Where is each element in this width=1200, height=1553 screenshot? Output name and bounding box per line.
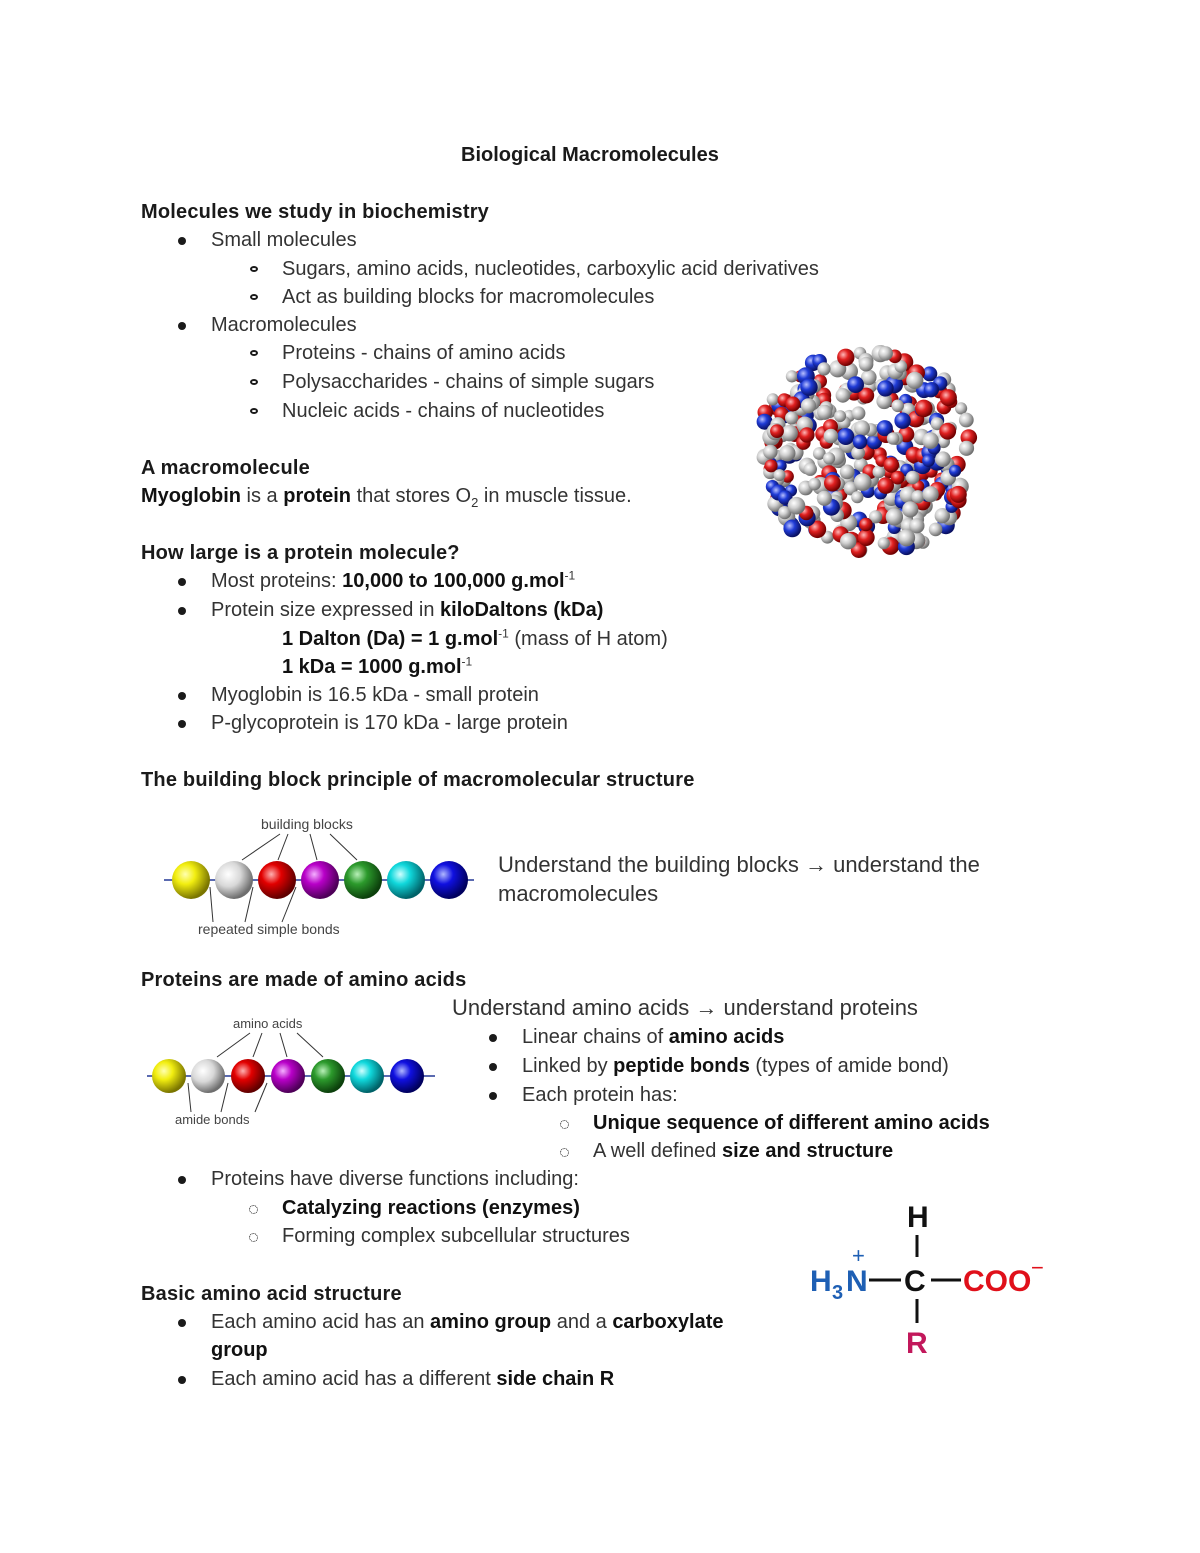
atom-sphere [763,445,777,459]
atom-sphere [770,424,784,438]
cyan-sphere [350,1059,384,1093]
list-item [211,1367,614,1391]
atom-sphere [911,490,924,503]
list-item: Act as building blocks for macromolecules [282,286,655,308]
green-sphere [344,861,382,899]
list-item [211,569,575,593]
text-fragment: Protein size expressed in [211,599,441,621]
list-item [211,1310,723,1334]
atom-sphere [924,383,939,398]
kda-definition [282,655,472,679]
amine-h: H [810,1265,832,1298]
atom-sphere [834,410,846,422]
dotted-circle-bullet-icon [560,1120,569,1129]
purple-sphere [271,1059,305,1093]
atom-sphere [837,349,854,366]
atom-sphere [785,397,800,412]
atom-sphere [786,370,798,382]
red-sphere [258,861,296,899]
atom-sphere [767,393,779,405]
atom-sphere [877,477,894,494]
list-item: Each protein has: [522,1084,678,1106]
bold-text: 1 Dalton (Da) = 1 g.mol [282,628,499,650]
list-item: Myoglobin is 16.5 kDa - small protein [211,684,539,706]
atom-sphere [853,435,868,450]
list-item: P-glycoprotein is 170 kDa - large protein [211,712,568,734]
amine-n: N [846,1265,868,1298]
bullet-icon [178,720,186,728]
amine-subscript: 3 [832,1282,844,1304]
atom-sphere [923,486,939,502]
blue-sphere [430,861,468,899]
bullet-icon [178,1376,186,1384]
circle-bullet-icon [250,294,258,300]
superscript: -1 [564,568,576,583]
bold-text: group [211,1339,268,1361]
list-item: Small molecules [211,229,357,251]
hydrogen-atom: H [907,1201,929,1234]
atom-sphere [949,465,961,477]
bold-text: carboxylate [612,1311,724,1333]
caption-amino-acids: Understand amino acids → understand proteins [452,995,918,1020]
plus-charge: + [852,1243,865,1268]
list-item [522,1054,949,1078]
bullet-icon [178,692,186,700]
page-title: Biological Macromolecules [461,144,719,166]
label-amino-acids: amino acids [233,1016,303,1031]
bold-text: amino acids [668,1026,785,1048]
side-chain-r: R [906,1327,928,1360]
bold-text: Unique sequence of different amino acids [593,1112,990,1134]
amino-acid-structure-diagram [805,1195,1055,1360]
bullet-icon [489,1092,497,1100]
minus-charge: − [1031,1255,1044,1280]
list-item [211,598,603,622]
atom-sphere [858,529,875,546]
bullet-icon [489,1034,497,1042]
atom-sphere [817,362,830,375]
list-item [593,1111,990,1135]
list-item: Sugars, amino acids, nucleotides, carboxylic acid derivatives [282,258,819,280]
bold-text: Catalyzing reactions (enzymes) [282,1197,580,1219]
label-building-blocks: building blocks [261,816,353,832]
atom-sphere [878,537,890,549]
atom-sphere [922,432,939,449]
atom-sphere [935,451,951,467]
bullet-icon [178,578,186,586]
atom-sphere [852,406,866,420]
text-fragment: and a [551,1311,613,1333]
atom-sphere [801,398,816,413]
carboxylate-group: COO [963,1265,1032,1298]
text-fragment: Linked by [522,1055,614,1077]
atom-sphere [884,457,900,473]
red-sphere [231,1059,265,1093]
bold-text: 1 kDa = 1000 g.mol [282,656,462,678]
list-item: Proteins - chains of amino acids [282,342,566,364]
atom-sphere [886,508,903,525]
list-item [282,1196,580,1220]
subscript: 2 [471,495,479,510]
list-item [522,1025,784,1049]
atom-sphere [836,388,851,403]
atom-sphere [898,529,915,546]
atom-sphere [922,454,935,467]
atom-sphere [817,491,832,506]
text-fragment: (types of amide bond) [749,1055,949,1077]
dotted-circle-bullet-icon [249,1233,258,1242]
superscript: -1 [498,626,509,641]
dotted-circle-bullet-icon [560,1148,569,1157]
text-fragment: that stores O [351,485,472,507]
myoglobin-sentence [141,484,632,508]
atom-sphere [823,452,835,464]
atom-sphere [785,411,798,424]
atom-sphere [894,413,910,429]
list-item-continuation [211,1338,268,1362]
caption-building-blocks-2: macromolecules [498,881,659,906]
atom-sphere [824,475,841,492]
text-fragment: (mass of H atom) [508,628,668,650]
myoglobin-term: Myoglobin [141,485,241,507]
atom-sphere [808,478,821,491]
atom-sphere [959,413,974,428]
superscript: -1 [461,654,473,669]
bold-text: 10,000 to 100,000 g.mol [342,570,565,592]
text-fragment: Linear chains of [522,1026,669,1048]
text-fragment: Each amino acid has an [211,1311,431,1333]
list-item: Macromolecules [211,314,357,336]
myoglobin-model-image [752,345,982,560]
atom-sphere [873,466,886,479]
text-fragment: is a [240,485,284,507]
atom-sphere [877,380,893,396]
text-fragment: Each amino acid has a different [211,1368,497,1390]
atom-sphere [779,445,795,461]
atom-sphere [817,405,832,420]
dalton-definition [282,627,668,651]
white-sphere [215,861,253,899]
bold-text: side chain R [496,1368,615,1390]
atom-sphere [774,469,786,481]
caption-building-blocks-1: Understand the building blocks → understand the [498,852,980,877]
atom-sphere [800,379,817,396]
list-item: Proteins have diverse functions including: [211,1168,579,1190]
bold-text: amino group [430,1311,552,1333]
white-sphere [191,1059,225,1093]
atom-sphere [959,441,974,456]
atom-sphere [788,497,806,515]
yellow-sphere [152,1059,186,1093]
atom-sphere [799,427,814,442]
bullet-icon [178,607,186,615]
atom-sphere [940,389,957,406]
bullet-icon [489,1063,497,1071]
atom-sphere [891,400,904,413]
atom-sphere [859,518,873,532]
list-item [593,1139,893,1163]
bold-text: size and structure [721,1140,894,1162]
section-heading-molecules: Molecules we study in biochemistry [141,201,490,223]
text-fragment: Most proteins: [211,570,343,592]
text-fragment: A well defined [593,1140,722,1162]
atom-sphere [837,428,854,445]
atom-sphere [854,420,870,436]
label-amide-bonds: amide bonds [175,1112,250,1127]
atom-sphere [824,429,839,444]
atom-sphere [781,425,798,442]
atom-sphere [902,501,918,517]
atom-sphere [950,486,967,503]
bold-text: peptide bonds [613,1055,750,1077]
circle-bullet-icon [250,266,258,272]
purple-sphere [301,861,339,899]
section-heading-amino-structure: Basic amino acid structure [141,1283,402,1305]
dotted-circle-bullet-icon [249,1205,258,1214]
atom-sphere [878,346,893,361]
atom-sphere [840,533,856,549]
bold-text: kiloDaltons (kDa) [440,599,604,621]
alpha-carbon: C [904,1265,926,1298]
section-heading-size: How large is a protein molecule? [141,542,460,564]
atom-sphere [847,376,864,393]
atom-sphere [765,459,778,472]
green-sphere [311,1059,345,1093]
atom-sphere [804,463,817,476]
atom-sphere [840,465,855,480]
list-item: Forming complex subcellular structures [282,1225,630,1247]
circle-bullet-icon [250,408,258,414]
list-item: Nucleic acids - chains of nucleotides [282,400,605,422]
protein-term: protein [283,485,352,507]
atom-sphere [783,520,801,538]
atom-sphere [906,372,923,389]
cyan-sphere [387,861,425,899]
list-item: Polysaccharides - chains of simple sugars [282,371,655,393]
text-fragment: in muscle tissue. [478,485,632,507]
bullet-icon [178,1176,186,1184]
yellow-sphere [172,861,210,899]
circle-bullet-icon [250,379,258,385]
circle-bullet-icon [250,350,258,356]
amino-acid-chain-diagram [145,1012,440,1130]
atom-sphere [887,432,900,445]
bullet-icon [178,237,186,245]
atom-sphere [906,471,920,485]
atom-sphere [915,400,933,418]
atom-sphere [854,473,872,491]
atom-sphere [939,423,956,440]
section-heading-amino-acids: Proteins are made of amino acids [141,969,467,991]
section-heading-macromolecule: A macromolecule [141,457,310,479]
section-heading-building-blocks: The building block principle of macromolecular structure [141,769,695,791]
building-blocks-diagram [160,812,480,942]
atom-sphere [929,523,943,537]
blue-sphere [390,1059,424,1093]
label-repeated-bonds: repeated simple bonds [198,921,340,937]
bullet-icon [178,1319,186,1327]
atom-sphere [851,491,863,503]
bullet-icon [178,322,186,330]
atom-sphere [859,357,874,372]
